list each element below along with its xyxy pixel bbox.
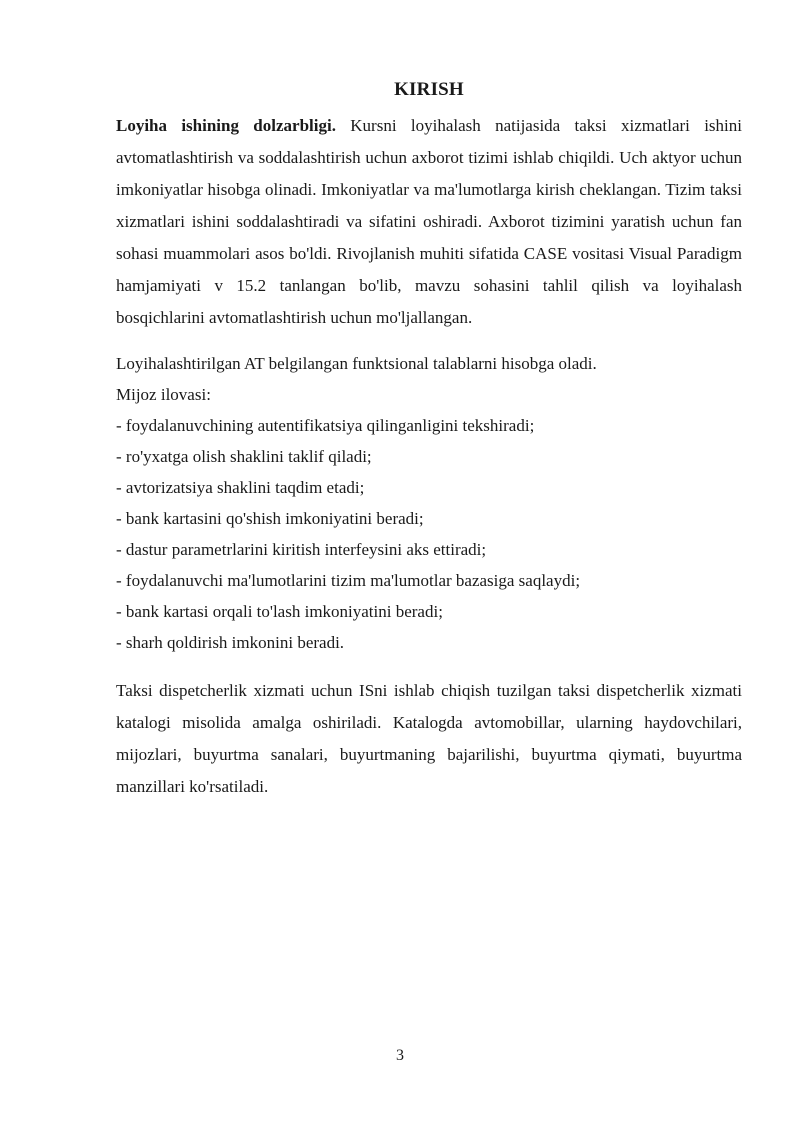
list-item: - foydalanuvchining autentifikatsiya qilinganligini tekshiradi; <box>116 416 535 435</box>
page-content <box>116 76 742 803</box>
page-number: 3 <box>396 1047 404 1064</box>
list-item: - sharh qoldirish imkonini beradi. <box>116 633 345 652</box>
intro-paragraph <box>116 110 742 334</box>
spacer <box>116 658 742 675</box>
list-item: - ro'yxatga olish shaklini taklif qiladi; <box>116 447 372 466</box>
list-item: - avtorizatsiya shaklini taqdim etadi; <box>116 478 365 497</box>
closing-paragraph: Taksi dispetcherlik xizmati uchun ISni ishlab chiqish tuzilgan taksi dispetcherlik xizmati katalogi misolida amalga oshiriladi. Katalogda avtomobillar, ularning haydovchilari, mijozlari, buyurtma sanalari, buyurtmaning bajarilishi, buyurtma qiymati, buyurtma manzillari ko'rsatiladi. <box>116 681 742 796</box>
client-app-heading: Mijoz ilovasi: <box>116 385 211 404</box>
intro-text: Kursni loyihalash natijasida taksi xizmatlari ishini avtomatlashtirish va soddalashtirish uchun axborot tizimi ishlab chiqildi. Uch aktyor uchun imkoniyatlar hisobga olinadi. Imkoniyatlar va ma'lumotlarga kirish cheklangan. Tizim taksi xizmatlari ishini soddalashtiradi va sifatini oshiradi. Axborot tizimini yaratish uchun fan sohasi muammolari asos bo'ldi. Rivojlanish muhiti sifatida CASE vositasi Visual Paradigm hamjamiyati v 15.2 tanlangan bo'lib, mavzu sohasini tahlil qilish va loyihalash bosqichlarini avtomatlashtirish uchun mo'ljallangan. <box>116 116 742 327</box>
intro-lead: Loyiha ishining dolzarbligi. <box>116 116 336 135</box>
requirements-intro: Loyihalashtirilgan AT belgilangan funktsional talablarni hisobga oladi. <box>116 354 597 373</box>
list-item: - bank kartasini qo'shish imkoniyatini beradi; <box>116 509 424 528</box>
list-item: - foydalanuvchi ma'lumotlarini tizim ma'lumotlar bazasiga saqlaydi; <box>116 571 581 590</box>
list-item: - dastur parametrlarini kiritish interfeysini aks ettiradi; <box>116 540 487 559</box>
page-title: KIRISH <box>394 79 464 100</box>
feature-list <box>116 410 742 658</box>
spacer <box>116 334 742 348</box>
list-item: - bank kartasi orqali to'lash imkoniyatini beradi; <box>116 602 443 621</box>
